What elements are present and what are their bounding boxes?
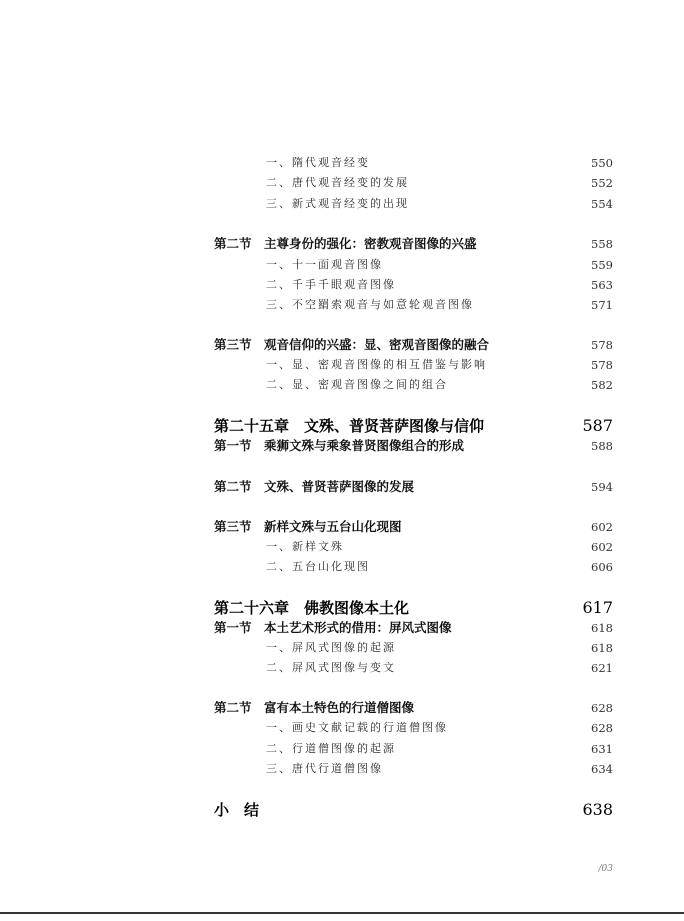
toc-subsection xyxy=(0,759,684,779)
toc-subsection xyxy=(0,153,684,173)
toc-entry-title: 第二十六章 佛教图像本土化 xyxy=(214,599,410,617)
toc-entry-title: 三、唐代行道僧图像 xyxy=(266,762,383,775)
toc-section xyxy=(0,517,684,537)
toc-page-number: 558 xyxy=(591,237,613,251)
toc-page-number: 618 xyxy=(591,641,613,655)
toc-subsection xyxy=(0,537,684,557)
toc-section-number: 第二节 xyxy=(214,479,252,494)
toc-page-number: 634 xyxy=(591,762,613,776)
toc-entry-title: 二、五台山化现图 xyxy=(266,560,370,573)
toc-chapter xyxy=(0,800,684,820)
toc-page-number: 582 xyxy=(591,378,613,392)
toc-section-title: 文殊、普贤菩萨图像的发展 xyxy=(264,479,415,494)
toc-entry-title: 二、千手千眼观音图像 xyxy=(266,278,396,291)
toc-page-number: 559 xyxy=(591,258,613,272)
toc-section-title: 主尊身份的强化：密教观音图像的兴盛 xyxy=(264,236,477,251)
toc-entry-title: 一、隋代观音经变 xyxy=(266,156,370,169)
toc-entry-title: 一、显、密观音图像的相互借鉴与影响 xyxy=(266,358,487,371)
toc-page-number: 617 xyxy=(582,598,613,617)
toc-entry-title: 二、显、密观音图像之间的组合 xyxy=(266,378,448,391)
toc-entry-title xyxy=(214,335,489,355)
toc-subsection xyxy=(0,557,684,577)
toc-subsection xyxy=(0,638,684,658)
toc-page-number: 578 xyxy=(591,358,613,372)
toc-section-number: 第三节 xyxy=(214,337,252,352)
toc-page-number: 587 xyxy=(582,416,613,435)
toc-page-number: 578 xyxy=(591,338,613,352)
toc-section-number: 第一节 xyxy=(214,438,252,453)
toc-entry-title: 三、不空羂索观音与如意轮观音图像 xyxy=(266,298,474,311)
toc-entry-title: 二、行道僧图像的起源 xyxy=(266,742,396,755)
toc-section-title: 新样文殊与五台山化现图 xyxy=(264,519,402,534)
toc-chapter xyxy=(0,598,684,618)
toc-entry-title xyxy=(214,698,414,718)
toc-section xyxy=(0,335,684,355)
toc-section-number: 第二节 xyxy=(214,236,252,251)
toc-page-number: 631 xyxy=(591,742,613,756)
toc-page-number: 588 xyxy=(591,439,613,453)
toc-page-number: 594 xyxy=(591,480,613,494)
toc-entry-title xyxy=(214,517,402,537)
toc-page-number: 554 xyxy=(591,197,613,211)
toc-page-number: 552 xyxy=(591,176,613,190)
toc-section-title: 富有本土特色的行道僧图像 xyxy=(264,700,415,715)
toc-page-number: 621 xyxy=(591,661,613,675)
toc-page-number: 602 xyxy=(591,520,613,534)
toc-section xyxy=(0,234,684,254)
page-folio: /03 xyxy=(598,864,613,874)
toc-subsection xyxy=(0,255,684,275)
bottom-rule xyxy=(0,912,684,914)
toc-entry-title: 三、新式观音经变的出现 xyxy=(266,197,409,210)
toc-section-title: 本土艺术形式的借用：屏风式图像 xyxy=(264,620,452,635)
toc-section-title: 观音信仰的兴盛：显、密观音图像的融合 xyxy=(264,337,490,352)
toc-entry-title: 小 结 xyxy=(214,801,260,819)
toc-entry-title xyxy=(214,477,414,497)
toc-subsection xyxy=(0,355,684,375)
toc-section xyxy=(0,618,684,638)
toc-entry-title: 二、唐代观音经变的发展 xyxy=(266,176,409,189)
toc-page-number: 550 xyxy=(591,156,613,170)
toc-section-number: 第三节 xyxy=(214,519,252,534)
toc-section xyxy=(0,436,684,456)
toc-page-number: 618 xyxy=(591,621,613,635)
toc-section xyxy=(0,477,684,497)
toc-section-title: 乘狮文殊与乘象普贤图像组合的形成 xyxy=(264,438,465,453)
toc-subsection xyxy=(0,194,684,214)
toc-entry-title: 一、画史文献记载的行道僧图像 xyxy=(266,721,448,734)
toc-entry-title: 二、屏风式图像与变文 xyxy=(266,661,396,674)
toc-page-number: 571 xyxy=(591,298,613,312)
toc-page-number: 602 xyxy=(591,540,613,554)
toc-section xyxy=(0,698,684,718)
toc-page-number: 563 xyxy=(591,278,613,292)
toc-subsection xyxy=(0,658,684,678)
toc-page-number: 628 xyxy=(591,701,613,715)
toc-entry-title: 一、屏风式图像的起源 xyxy=(266,641,396,654)
toc-subsection xyxy=(0,173,684,193)
toc-entry-title: 一、新样文殊 xyxy=(266,540,344,553)
toc-page-number: 606 xyxy=(591,560,613,574)
toc-subsection xyxy=(0,375,684,395)
toc-subsection xyxy=(0,739,684,759)
toc-section-number: 第一节 xyxy=(214,620,252,635)
toc-entry-title: 一、十一面观音图像 xyxy=(266,258,383,271)
toc-entry-title: 第二十五章 文殊、普贤菩萨图像与信仰 xyxy=(214,417,485,435)
toc-subsection xyxy=(0,718,684,738)
toc-entry-title xyxy=(214,436,464,456)
toc-entry-title xyxy=(214,234,477,254)
toc-page-number: 638 xyxy=(582,800,613,819)
toc-section-number: 第二节 xyxy=(214,700,252,715)
toc-subsection xyxy=(0,295,684,315)
toc-subsection xyxy=(0,275,684,295)
toc-entry-title xyxy=(214,618,452,638)
toc-chapter xyxy=(0,416,684,436)
toc-page-number: 628 xyxy=(591,721,613,735)
